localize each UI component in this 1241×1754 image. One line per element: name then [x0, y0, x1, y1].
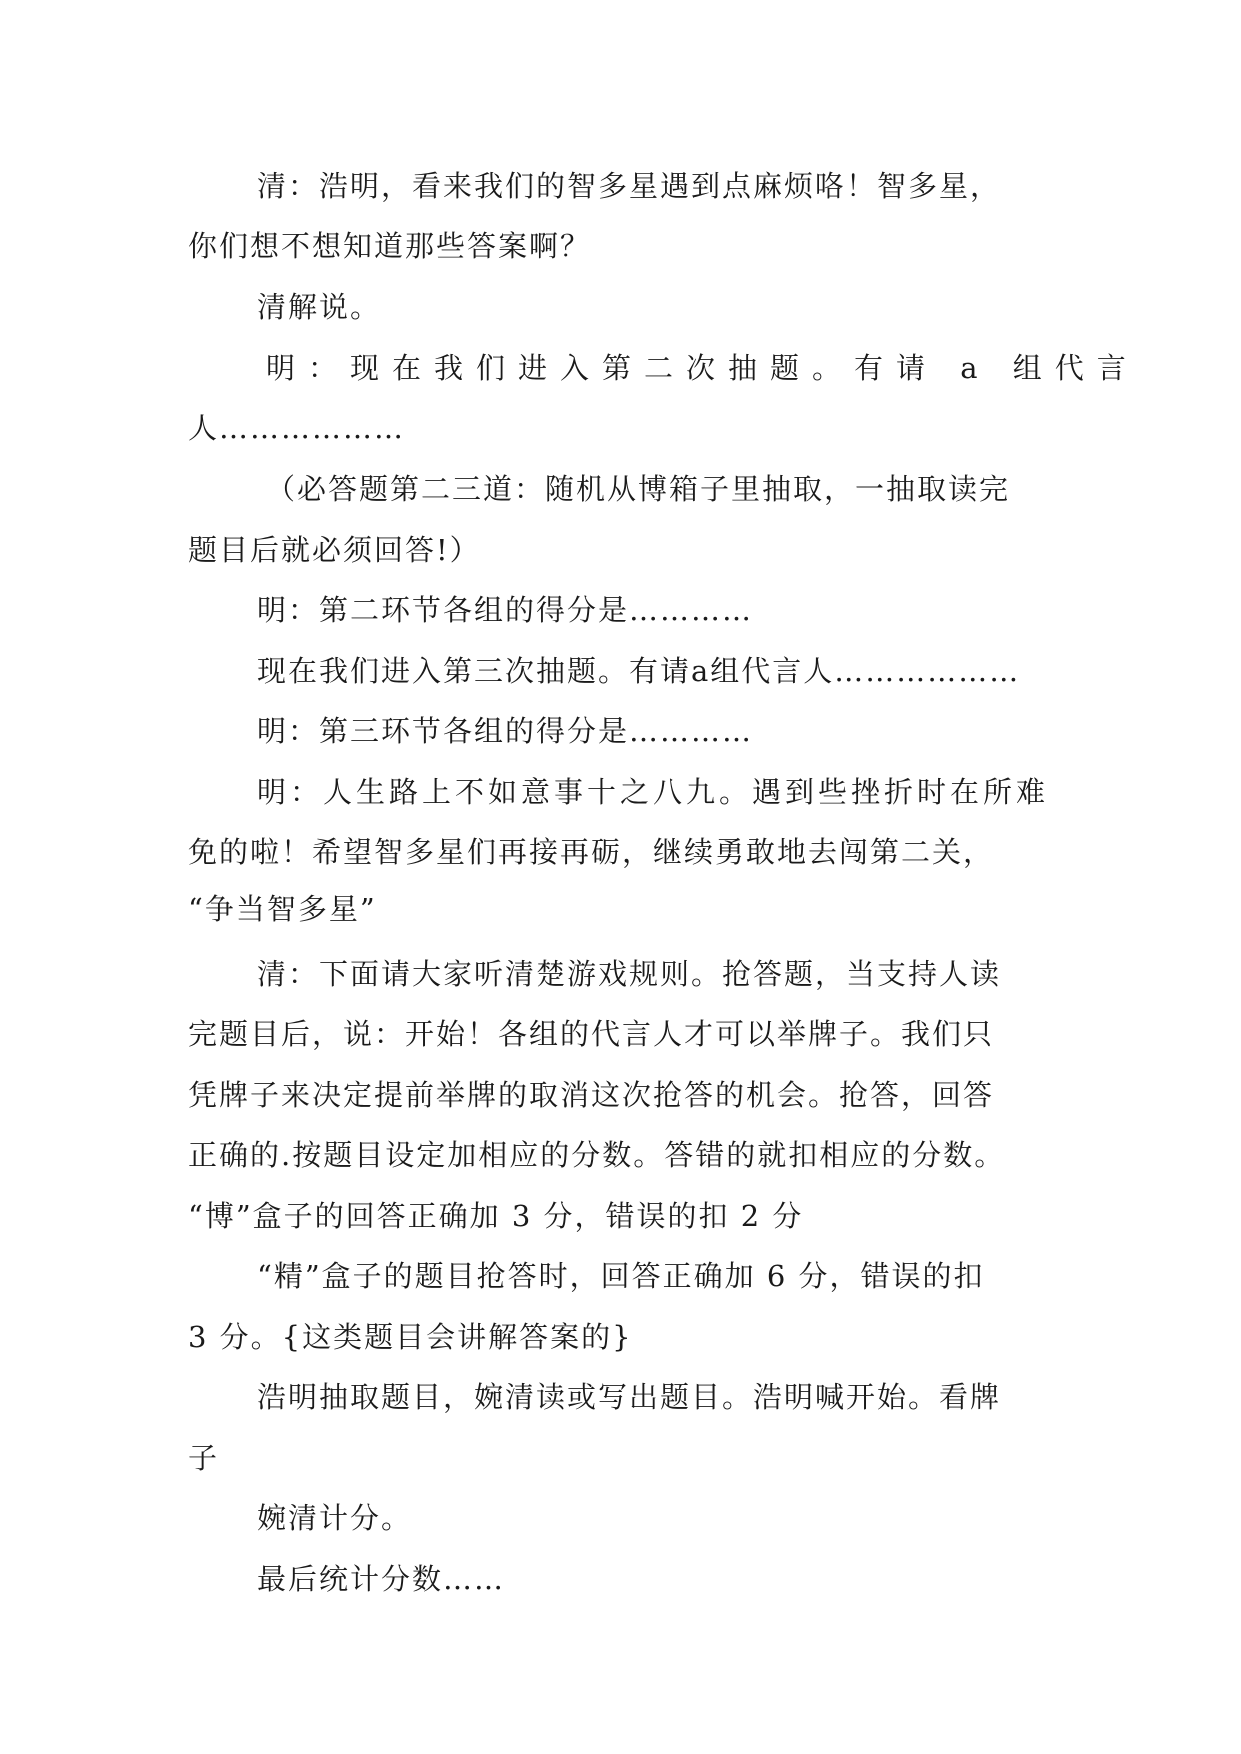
paragraph-line: 清：浩明，看来我们的智多星遇到点麻烦咯！智多星，	[257, 169, 1002, 203]
paragraph-line: 明：第三环节各组的得分是…………	[257, 714, 754, 748]
paragraph-line: 明：第二环节各组的得分是…………	[257, 593, 754, 627]
paragraph-line: 明：现在我们进入第二次抽题。有请 a 组代言	[266, 351, 1139, 385]
paragraph-line: 你们想不想知道那些答案啊？	[188, 229, 592, 263]
paragraph-line: 清：下面请大家听清楚游戏规则。抢答题，当支持人读	[257, 957, 1002, 991]
paragraph-line: 正确的.按题目设定加相应的分数。答错的就扣相应的分数。	[188, 1138, 1006, 1172]
paragraph-line: （必答题第二三道：随机从博箱子里抽取，一抽取读完	[266, 472, 1011, 506]
paragraph-line: 凭牌子来决定提前举牌的取消这次抢答的机会。抢答，回答	[188, 1078, 995, 1112]
paragraph-line: 浩明抽取题目，婉清读或写出题目。浩明喊开始。看牌	[257, 1380, 1002, 1414]
paragraph-line: “精”盒子的题目抢答时，回答正确加 6 分，错误的扣	[257, 1259, 985, 1293]
paragraph-line: 题目后就必须回答!）	[188, 533, 481, 567]
paragraph-line: 子	[188, 1441, 220, 1475]
paragraph-line: 明：人生路上不如意事十之八九。遇到些挫折时在所难	[257, 775, 1050, 809]
paragraph-line: 完题目后，说：开始！各组的代言人才可以举牌子。我们只	[188, 1017, 995, 1051]
paragraph-line: “争当智多星”	[188, 892, 377, 926]
paragraph-line: 婉清计分。	[257, 1501, 413, 1535]
paragraph-line: 现在我们进入第三次抽题。有请a组代言人………………	[257, 654, 1021, 688]
paragraph-line: 最后统计分数……	[257, 1562, 506, 1596]
paragraph-line: 清解说。	[257, 290, 382, 324]
paragraph-line: “博”盒子的回答正确加 3 分，错误的扣 2 分	[188, 1199, 804, 1233]
paragraph-line: 人………………	[188, 411, 406, 445]
paragraph-line: 免的啦！希望智多星们再接再砺，继续勇敢地去闯第二关，	[188, 835, 995, 869]
paragraph-line: 3 分。{这类题目会讲解答案的}	[188, 1320, 633, 1354]
